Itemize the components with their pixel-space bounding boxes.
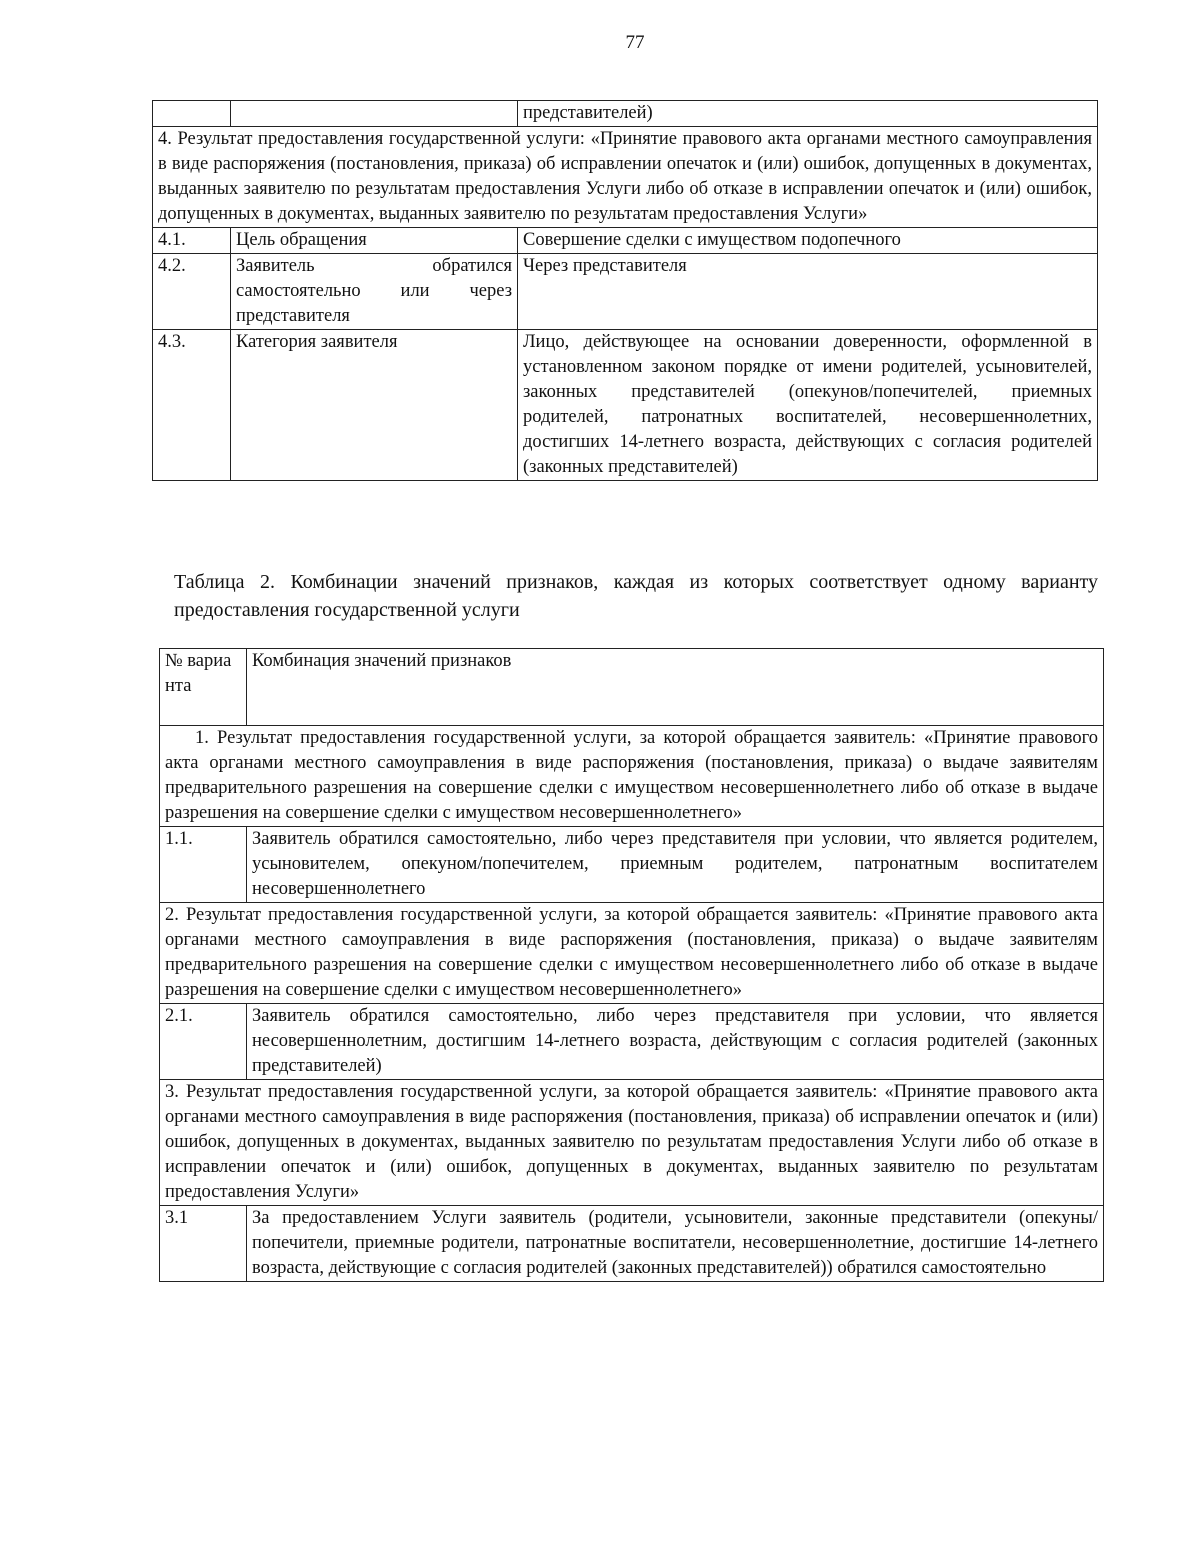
table-caption: Таблица 2. Комбинации значений признаков, каждая из которых соответствует одному варианту предоставления государственной услуги (174, 571, 1098, 621)
value-cell: Через представителя (518, 254, 1098, 330)
page-number: 77 (625, 32, 645, 53)
row-number: 4.1. (153, 228, 231, 254)
section-heading: 2. Результат предоставления государственной услуги, за которой обращается заявитель: «Принятие правового акта органами местного самоуправления в виде распоряжения (постановления, приказа) о выдаче заявителям предварительного разрешения на совершение сделки с имуществом несовершеннолетнего либо об отказе в выдаче разрешения на совершение сделки с имуществом несовершеннолетнего» (160, 903, 1104, 1004)
table-cell-empty (153, 101, 231, 127)
header-row (160, 649, 1104, 726)
combinations-table (159, 648, 1104, 1282)
criterion-cell: Цель обращения (231, 228, 518, 254)
row-number: 2.1. (160, 1004, 247, 1080)
criterion-cell: Заявитель обратился самостоятельно или через представителя (231, 254, 518, 330)
table-row (160, 1206, 1104, 1282)
section-heading: 4. Результат предоставления государственной услуги: «Принятие правового акта органами местного самоуправления в виде распоряжения (постановления, приказа) об исправлении опечаток и (или) ошибок, допущенных в документах, выданных заявителю по результатам предоставления Услуги либо об отказе в исправлении опечаток и (или) ошибок, допущенных в документах, выданных заявителю по результатам предоставления Услуги» (153, 127, 1098, 228)
criterion-cell: Категория заявителя (231, 330, 518, 481)
row-number: 4.3. (153, 330, 231, 481)
value-cell: Совершение сделки с имуществом подопечного (518, 228, 1098, 254)
section-heading-row (160, 903, 1104, 1004)
table-row (153, 101, 1098, 127)
section-heading: 3. Результат предоставления государственной услуги, за которой обращается заявитель: «Принятие правового акта органами местного самоуправления в виде распоряжения (постановления, приказа) об исправлении опечаток и (или) ошибок, допущенных в документах, выданных заявителю по результатам предоставления Услуги либо об отказе в исправлении опечаток и (или) ошибок, допущенных в документах, выданных заявителю по результатам предоставления Услуги» (160, 1080, 1104, 1206)
table-row (153, 228, 1098, 254)
row-number: 3.1 (160, 1206, 247, 1282)
table-cell-empty (231, 101, 518, 127)
criteria-table-continued (152, 100, 1098, 481)
table-row (153, 330, 1098, 481)
header-variant-number: № варианта (160, 649, 247, 726)
value-cell: Лицо, действующее на основании доверенности, оформленной в установленном законом порядке от имени родителей, усыновителей, законных представителей (опекунов/попечителей, приемных родителей, патронатных воспитателей, несовершеннолетних, достигших 14-летнего возраста, действующих с согласия родителей (законных представителей) (518, 330, 1098, 481)
section-heading-row (160, 726, 1104, 827)
section-heading-row (160, 1080, 1104, 1206)
combination-cell: За предоставлением Услуги заявитель (родители, усыновители, законные представители (опекуны/попечители, приемные родители, патронатные воспитатели, несовершеннолетние, достигшие 14-летнего возраста, действующие с согласия родителей (законных представителей)) обратился самостоятельно (247, 1206, 1104, 1282)
row-number: 1.1. (160, 827, 247, 903)
header-combination: Комбинация значений признаков (247, 649, 1104, 726)
table-cell: представителей) (518, 101, 1098, 127)
table-row (153, 254, 1098, 330)
table-row (160, 827, 1104, 903)
row-number: 4.2. (153, 254, 231, 330)
combination-cell: Заявитель обратился самостоятельно, либо через представителя при условии, что является родителем, усыновителем, опекуном/попечителем, приемным родителем, патронатным воспитателем несовершеннолетнего (247, 827, 1104, 903)
section-heading: 1. Результат предоставления государственной услуги, за которой обращается заявитель: «Принятие правового акта органами местного самоуправления в виде распоряжения (постановления, приказа) о выдаче заявителям предварительного разрешения на совершение сделки с имуществом несовершеннолетнего либо об отказе в выдаче разрешения на совершение сделки с имуществом несовершеннолетнего» (160, 726, 1104, 827)
section-heading-row (153, 127, 1098, 228)
combination-cell: Заявитель обратился самостоятельно, либо через представителя при условии, что является несовершеннолетним, достигшим 14-летнего возраста, действующим с согласия родителей (законных представителей) (247, 1004, 1104, 1080)
table-row (160, 1004, 1104, 1080)
